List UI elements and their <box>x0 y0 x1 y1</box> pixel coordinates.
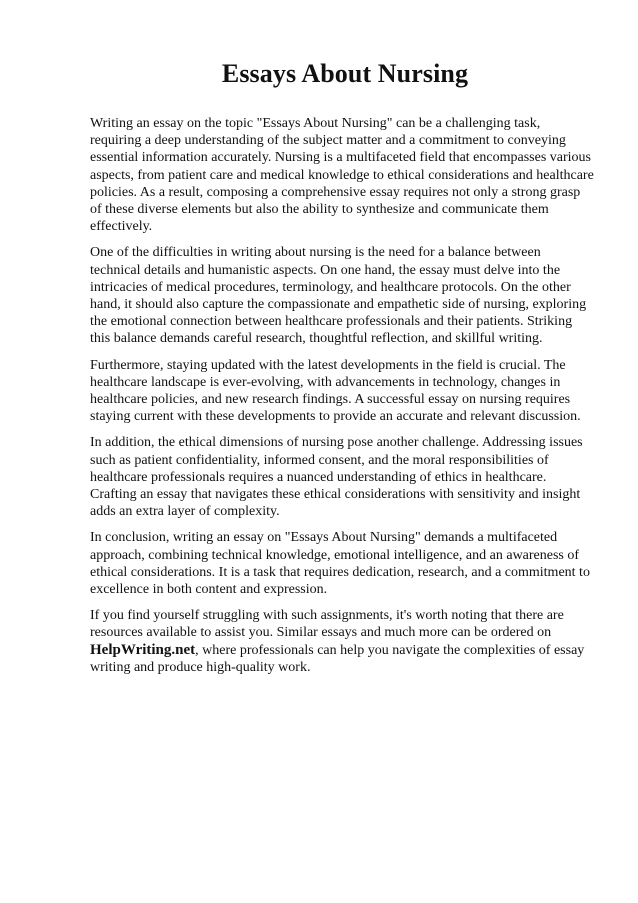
document-title: Essays About Nursing <box>221 59 469 88</box>
closing-text-before-brand: If you find yourself struggling with such assignments, it's worth noting that there are resources available to assist you. Similar essays and much more can be ordered on <box>90 608 564 641</box>
paragraph-closing <box>90 607 594 676</box>
paragraph-developments: Furthermore, staying updated with the latest developments in the field is crucial. The healthcare landscape is ever-evolving, with advancements in technology, changes in healthcare policies, and new research findings. A successful essay on nursing requires staying current with these developments to provide an accurate and relevant discussion. <box>90 357 581 425</box>
paragraph-intro: Writing an essay on the topic "Essays About Nursing" can be a challenging task, requiring a deep understanding of the subject matter and a commitment to conveying essential information accurately. Nursing is a multifaceted field that encompasses various aspects, from patient care and medical knowledge to ethical considerations and healthcare policies. As a result, composing a comprehensive essay requires not only a strong grasp of these diverse elements but also the ability to synthesize and communicate them effectively. <box>90 116 594 235</box>
paragraph-conclusion: In conclusion, writing an essay on "Essays About Nursing" demands a multifaceted approach, combining technical knowledge, emotional intelligence, and an awareness of ethical considerations. It is a task that requires dedication, research, and a commitment to excellence in both content and expression. <box>90 530 590 598</box>
paragraph-ethics: In addition, the ethical dimensions of nursing pose another challenge. Addressing issues such as patient confidentiality, informed consent, and the moral responsibilities of healthcare professionals requires a nuanced understanding of ethics in healthcare. Crafting an essay that navigates these ethical considerations with sensitivity and insight adds an extra layer of complexity. <box>90 435 583 520</box>
brand-name: HelpWriting.net <box>90 641 196 658</box>
paragraph-balance: One of the difficulties in writing about nursing is the need for a balance between technical details and humanistic aspects. On one hand, the essay must delve into the intricacies of medical procedures, terminology, and healthcare protocols. On the other hand, it should also capture the compassionate and empathetic side of nursing, exploring the emotional connection between healthcare professionals and their patients. Striking this balance demands careful research, thoughtful reflection, and skillful writing. <box>90 245 587 347</box>
closing-text-after-brand: , where professionals can help you navigate the complexities of essay writing and produce high-quality work. <box>90 642 585 675</box>
document-body <box>90 115 594 676</box>
